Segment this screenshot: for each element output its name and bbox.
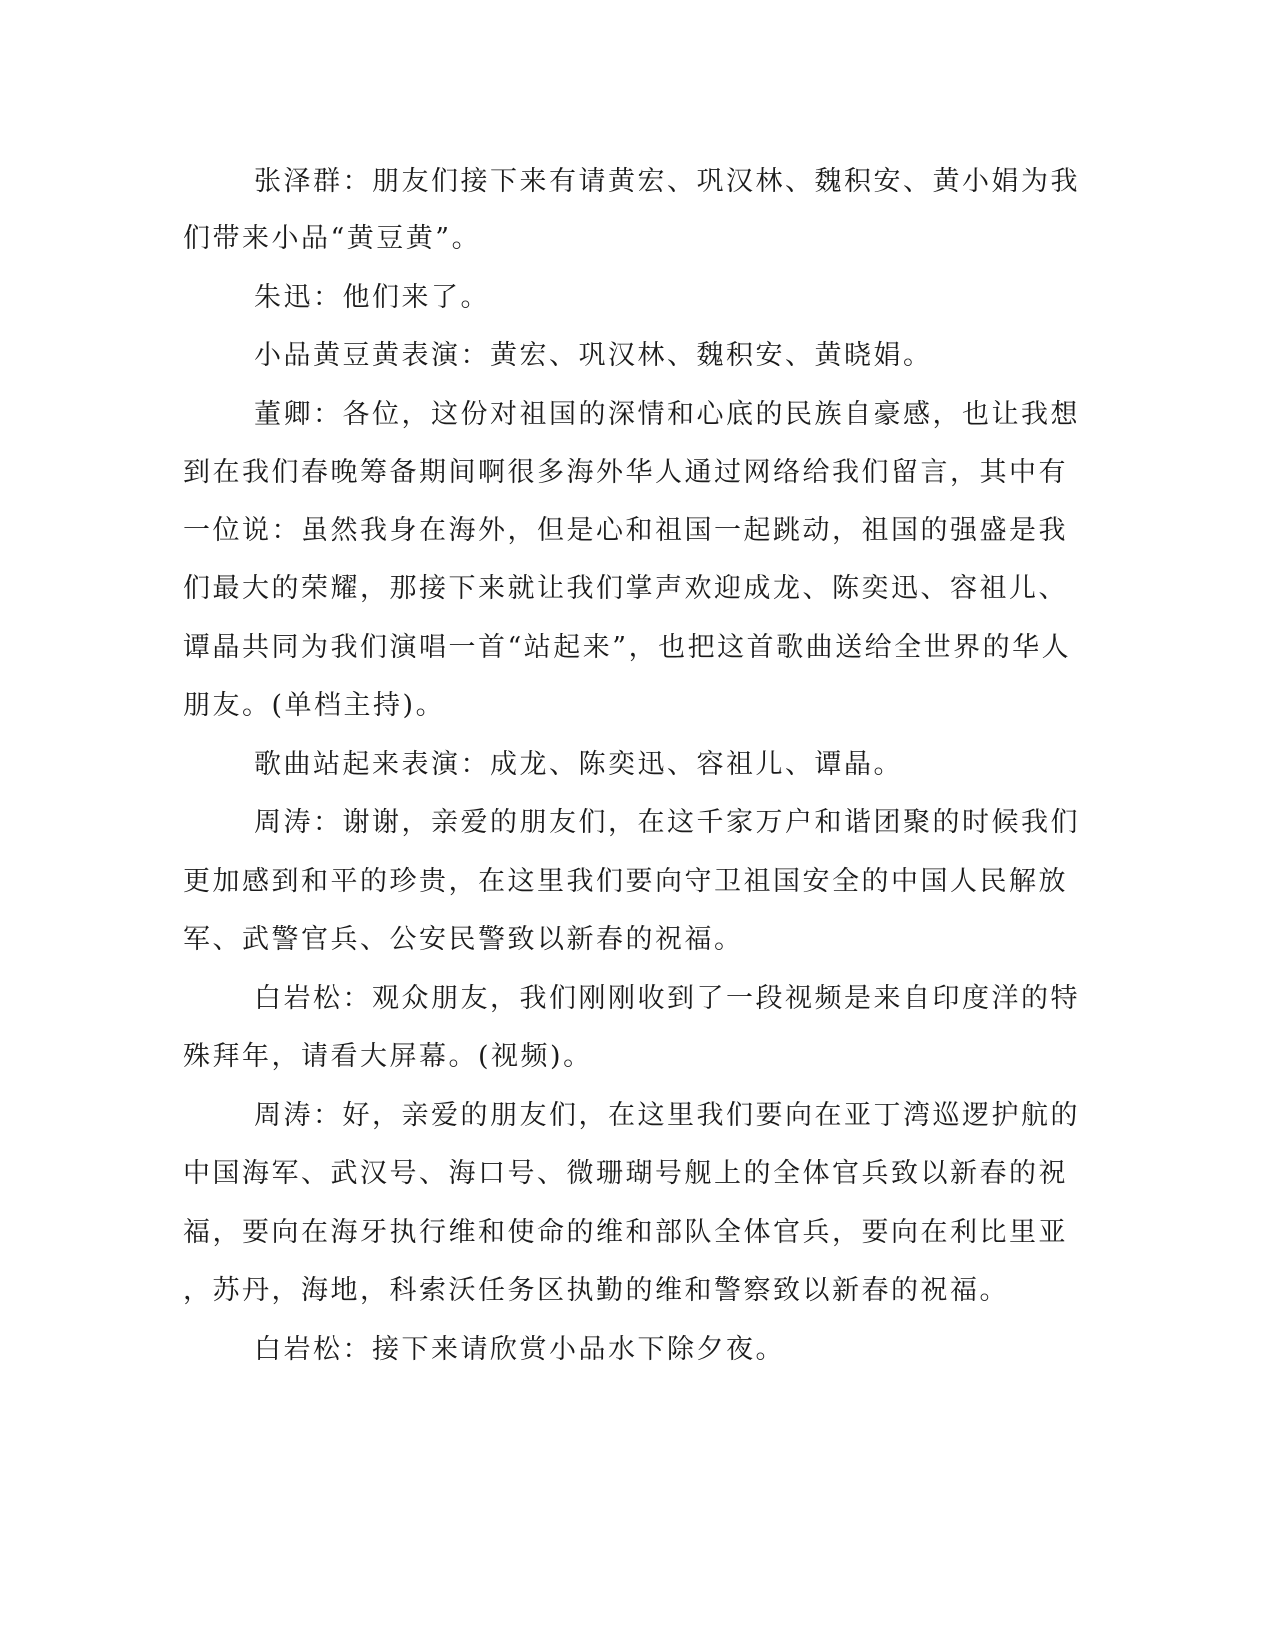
paragraph-song-zhanqilai: 歌曲站起来表演：成龙、陈奕迅、容祖儿、谭晶。 — [254, 749, 903, 780]
paragraph-zhou-tao-2-line-3: 福，要向在海牙执行维和使命的维和部队全体官兵，要向在利比里亚 — [183, 1217, 1068, 1248]
paragraph-zhang-zequn-line-2: 们带来小品“黄豆黄”。 — [183, 223, 482, 254]
paragraph-bai-yansong-1-line-2: 殊拜年，请看大屏幕。(视频)。 — [183, 1041, 593, 1072]
paragraph-zhou-tao-2-line-2: 中国海军、武汉号、海口号、微珊瑚号舰上的全体官兵致以新春的祝 — [183, 1158, 1068, 1189]
paragraph-zhou-tao-1-line-3: 军、武警官兵、公安民警致以新春的祝福。 — [183, 924, 744, 955]
paragraph-sketch-huangdouhuang: 小品黄豆黄表演：黄宏、巩汉林、魏积安、黄晓娟。 — [254, 340, 933, 371]
paragraph-dong-qing-line-6: 朋友。(单档主持)。 — [183, 690, 446, 721]
paragraph-zhang-zequn-line-1: 张泽群：朋友们接下来有请黄宏、巩汉林、魏积安、黄小娟为我 — [254, 166, 1080, 197]
paragraph-bai-yansong-1-line-1: 白岩松：观众朋友，我们刚刚收到了一段视频是来自印度洋的特 — [254, 983, 1080, 1014]
paragraph-zhou-tao-2-line-4: ，苏丹，海地，科索沃任务区执勤的维和警察致以新春的祝福。 — [183, 1275, 1009, 1306]
paragraph-dong-qing-line-5: 谭晶共同为我们演唱一首“站起来”，也把这首歌曲送给全世界的华人 — [183, 632, 1072, 663]
paragraph-dong-qing-line-1: 董卿：各位，这份对祖国的深情和心底的民族自豪感，也让我想 — [254, 399, 1080, 430]
paragraph-zhou-tao-1-line-2: 更加感到和平的珍贵，在这里我们要向守卫祖国安全的中国人民解放 — [183, 866, 1068, 897]
paragraph-zhou-tao-1-line-1: 周涛：谢谢，亲爱的朋友们，在这千家万户和谐团聚的时候我们 — [254, 807, 1080, 838]
paragraph-zhu-xun: 朱迅：他们来了。 — [254, 282, 490, 313]
paragraph-zhou-tao-2-line-1: 周涛：好，亲爱的朋友们，在这里我们要向在亚丁湾巡逻护航的 — [254, 1100, 1080, 1131]
paragraph-dong-qing-line-3: 一位说：虽然我身在海外，但是心和祖国一起跳动，祖国的强盛是我 — [183, 515, 1068, 546]
paragraph-dong-qing-line-4: 们最大的荣耀，那接下来就让我们掌声欢迎成龙、陈奕迅、容祖儿、 — [183, 573, 1068, 604]
paragraph-dong-qing-line-2: 到在我们春晚筹备期间啊很多海外华人通过网络给我们留言，其中有 — [183, 457, 1068, 488]
paragraph-bai-yansong-2: 白岩松：接下来请欣赏小品水下除夕夜。 — [254, 1334, 785, 1365]
